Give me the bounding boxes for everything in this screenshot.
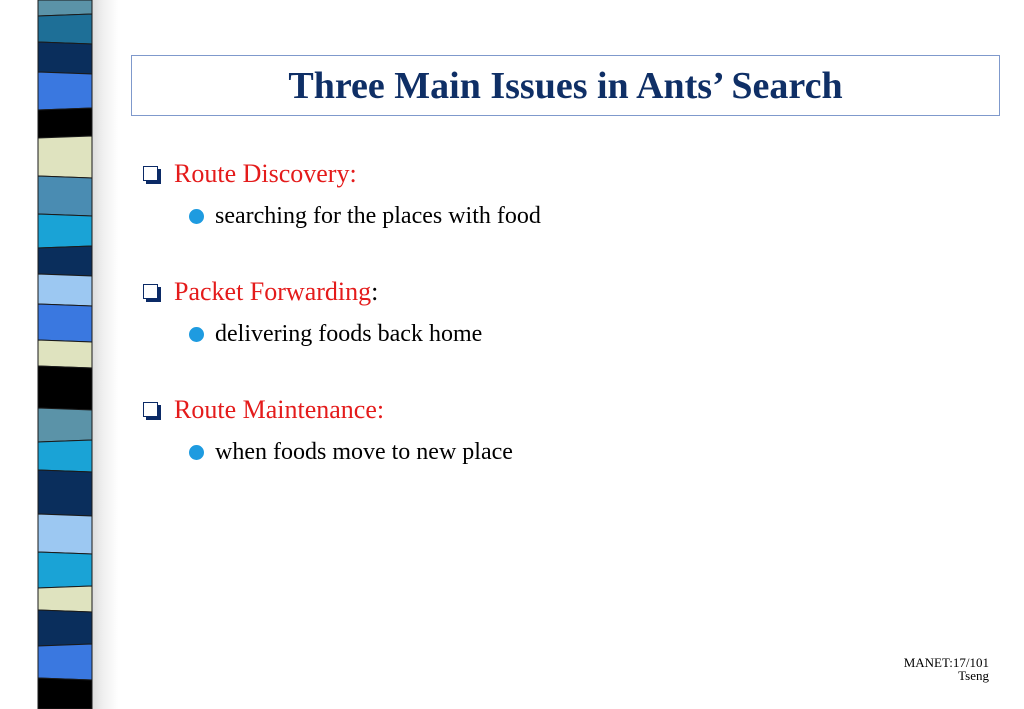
bullet-heading: Route Discovery: bbox=[174, 159, 357, 188]
bullet-list bbox=[143, 156, 983, 510]
bullet-group-route-maintenance bbox=[143, 392, 983, 468]
bullet-level2 bbox=[189, 200, 983, 232]
slide-footer bbox=[904, 656, 989, 682]
square-outline-shadow-icon bbox=[143, 166, 162, 185]
bullet-level2 bbox=[189, 318, 983, 350]
bullet-level1 bbox=[143, 274, 983, 310]
bullet-level1 bbox=[143, 156, 983, 192]
slide-title: Three Main Issues in Ants’ Search bbox=[288, 64, 843, 107]
decorative-color-strip bbox=[0, 0, 100, 709]
filled-circle-icon bbox=[189, 445, 204, 460]
bullet-subtext: delivering foods back home bbox=[215, 320, 483, 347]
bullet-heading-suffix: : bbox=[371, 277, 379, 306]
bullet-subtext: when foods move to new place bbox=[215, 438, 513, 465]
bullet-group-route-discovery bbox=[143, 156, 983, 232]
bullet-group-packet-forwarding bbox=[143, 274, 983, 350]
bullet-level2 bbox=[189, 436, 983, 468]
title-box bbox=[131, 55, 1000, 116]
square-outline-shadow-icon bbox=[143, 402, 162, 421]
filled-circle-icon bbox=[189, 209, 204, 224]
bullet-level1 bbox=[143, 392, 983, 428]
bullet-subtext: searching for the places with food bbox=[215, 202, 541, 229]
author-label: Tseng bbox=[958, 668, 989, 683]
bullet-heading: Route Maintenance: bbox=[174, 395, 385, 424]
filled-circle-icon bbox=[189, 327, 204, 342]
page-label: MANET:17/101 bbox=[903, 655, 989, 670]
bullet-heading: Packet Forwarding bbox=[174, 277, 372, 306]
square-outline-shadow-icon bbox=[143, 284, 162, 303]
